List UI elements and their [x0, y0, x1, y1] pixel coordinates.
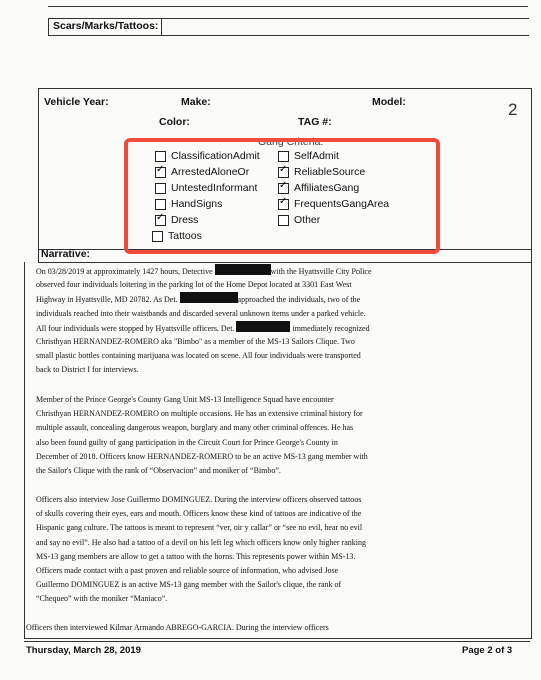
- narrative-header: [38, 248, 532, 263]
- gang-criteria-title: Gang Criteria:: [258, 136, 324, 148]
- criteria-label: HandSigns: [171, 198, 223, 210]
- vehicle-tag-label: TAG #:: [298, 116, 332, 128]
- footer-rule: [24, 641, 530, 642]
- criteria-label: Other: [294, 214, 321, 226]
- criteria-label: SelfAdmit: [294, 150, 339, 162]
- footer-page-number: Page 2 of 3: [462, 645, 513, 656]
- narrative-paragraph-1: [36, 264, 528, 378]
- vehicle-make-label: Make:: [181, 96, 211, 108]
- narrative-label: Narrative:: [41, 248, 91, 260]
- narrative-paragraph-3: [36, 493, 528, 607]
- narrative-line: On 03/28/2019 at approximately 1427 hours, Detective with the Hyattsville City Police: [36, 264, 528, 278]
- narrative-line: MS-13 gang members are allow to get a tattoo with the horns. This represents power within MS-13.: [36, 551, 356, 561]
- narrative-line: “Chequeo” with the moniker “Maniaco”.: [36, 594, 168, 604]
- criteria-label: ArrestedAloneOr: [171, 166, 250, 178]
- criteria-label: FrequentsGangArea: [294, 198, 390, 210]
- narrative-line: Officers then interviewed Kilmar Armando ABREGO-GARCIA. During the interview officers: [26, 623, 329, 632]
- top-rule: [48, 6, 528, 7]
- narrative-line: All four individuals were stopped by Hyattsville officers. Det. immediately recognized: [36, 321, 528, 335]
- narrative-line: individuals reached into their waistbands and discarded several unknown items under a parked vehicle.: [36, 308, 366, 318]
- criteria-label: ReliableSource: [294, 166, 366, 178]
- scars-label: Scars/Marks/Tattoos:: [53, 20, 159, 32]
- redaction-bar: [215, 264, 271, 275]
- criteria-label: ClassificationAdmit: [171, 150, 260, 162]
- narrative-line: small plastic bottles containing marijuana was located on scene. All four individuals were transported: [36, 351, 361, 361]
- page-marker: 2: [508, 100, 518, 119]
- criteria-label: AffiliatesGang: [294, 182, 360, 194]
- narrative-line: the Sailor's Clique with the rank of “Observacion” and moniker of “Bimbo”.: [36, 465, 281, 475]
- criteria-label: Tattoos: [168, 230, 202, 242]
- criteria-label: UntestedInformant: [171, 182, 258, 194]
- narrative-line: observed four individuals loitering in the parking lot of the Home Depot located at 3301 East West: [36, 280, 352, 290]
- narrative-line: back to District I for interviews.: [36, 365, 139, 375]
- narrative-line: of skulls covering their eyes, ears and mouth. Officers know these kind of tattoos are indicative of the: [36, 509, 362, 519]
- redaction-bar: [180, 292, 238, 303]
- narrative-paragraph-2: [36, 393, 528, 478]
- redaction-bar: [236, 321, 290, 332]
- narrative-line: Christhyan HERNANDEZ-ROMERO aka "Bimbo" as a member of the MS-13 Sailors Clique. Two: [36, 336, 355, 346]
- narrative-line: and say no evil”. He also had a tattoo of a devil on his left leg which officers know only higher ranking: [36, 537, 366, 547]
- narrative-line: December of 2018. Officers know HERNANDEZ-ROMERO to be an active MS-13 gang member with: [36, 451, 368, 461]
- scars-row: [48, 18, 529, 36]
- criteria-label: Dress: [171, 214, 199, 226]
- vehicle-model-label: Model:: [372, 96, 406, 108]
- narrative-line: multiple assault, concealing dangerous weapon, burglary and many other criminal offences. He has: [36, 423, 354, 433]
- scars-divider: [161, 19, 162, 35]
- narrative-line: Member of the Prince George's County Gang Unit MS-13 Intelligence Squad have encounter: [36, 395, 334, 404]
- narrative-line: Officers also interview Jose Guillermo DOMINGUEZ. During the interview officers observed tattoos: [36, 495, 362, 504]
- narrative-line: Officers made contact with a past proven and reliable source of information, who advised Jose: [36, 565, 339, 575]
- narrative-paragraph-4: [26, 621, 518, 635]
- vehicle-color-label: Color:: [159, 116, 190, 128]
- narrative-line: Christhyan HERNANDEZ-ROMERO on multiple occasions. He has an extensive criminal history for: [36, 409, 363, 419]
- vehicle-year-label: Vehicle Year:: [44, 96, 109, 108]
- footer-date: Thursday, March 28, 2019: [26, 645, 141, 656]
- narrative-line: Highway in Hyattsville, MD 20782. As Det. approached the individuals, two of the: [36, 292, 528, 306]
- narrative-line: also been found guilty of gang participation in the Circuit Court for Prince George's County in: [36, 437, 338, 447]
- narrative-line: Guillermo DOMINGUEZ is an active MS-13 gang member with the Sailor's clique, the rank of: [36, 580, 342, 590]
- narrative-line: Hispanic gang culture. The tattoos is meant to represent “ver, oir y callar” or “see no evil, hear no evil: [36, 523, 363, 533]
- red-highlight-box: [124, 138, 440, 254]
